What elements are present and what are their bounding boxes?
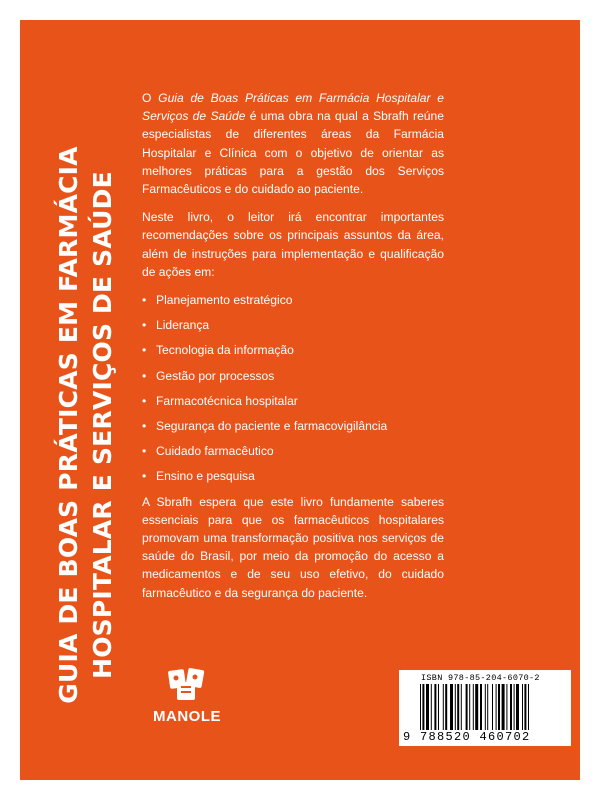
topic-label: Planejamento estratégico [156, 293, 293, 308]
barcode-bar [506, 684, 507, 730]
bullet-icon: • [142, 318, 147, 333]
barcode-bar [492, 684, 493, 730]
barcode-bar [443, 684, 444, 730]
back-cover-text [142, 89, 444, 612]
topic-item [142, 467, 444, 485]
topic-item [142, 316, 444, 334]
publisher-name: MANOLE [153, 708, 221, 725]
barcode-bar [528, 684, 529, 730]
bullet-icon: • [142, 469, 147, 484]
barcode-bar [516, 684, 519, 730]
barcode-bar [473, 684, 474, 730]
topic-list [142, 291, 444, 486]
book-title-italic: Guia de Boas Práticas em Farmácia Hospitalar e Serviços de Saúde [142, 91, 444, 124]
bullet-icon: • [142, 419, 147, 434]
intro-paragraph [142, 89, 444, 198]
closing-paragraph: A Sbrafh espera que este livro fundamente saberes essenciais para que os farmacêuticos hospitalares promovam uma transformação positiva nos serviços de saúde do Brasil, por meio da promoção do acesso a medicamentos e de seu uso efetivo, do cuidado farmacêutico e da segurança do paciente. [142, 494, 444, 600]
barcode-bar [450, 684, 453, 730]
topic-label: Gestão por processos [156, 368, 275, 383]
barcode-bar [485, 684, 486, 730]
topic-item [142, 291, 444, 309]
bullet-icon: • [142, 444, 147, 459]
barcode-bar [469, 684, 470, 730]
manole-logo-icon [163, 664, 211, 704]
barcode-bar [457, 684, 459, 730]
intro-prefix: O [142, 91, 159, 105]
barcode-bar [524, 684, 526, 730]
barcode-bar [434, 684, 436, 730]
topic-label: Farmacotécnica hospitalar [156, 393, 298, 408]
topic-item [142, 367, 444, 385]
vertical-title-line-1: GUIA DE BOAS PRÁTICAS EM FARMÁCIA [54, 146, 83, 704]
vertical-title-line-2: HOSPITALAR E SERVIÇOS DE SAÚDE [88, 171, 117, 679]
barcode-bar [498, 684, 500, 730]
barcode-bar [522, 684, 523, 730]
bullet-icon: • [142, 343, 147, 358]
isbn-label: ISBN 978-85-204-6070-2 [421, 673, 540, 683]
topic-item [142, 341, 444, 359]
topic-label: Ensino e pesquisa [156, 469, 255, 484]
barcode-bar [461, 684, 462, 730]
ean-number: 9 788520 460702 [403, 730, 531, 744]
topic-label: Segurança do paciente e farmacovigilância [156, 419, 388, 434]
topic-label: Liderança [156, 318, 210, 333]
bullet-icon: • [142, 393, 147, 408]
barcode-bar [422, 684, 424, 730]
barcode-bar [420, 684, 421, 730]
barcode-bar [445, 684, 447, 730]
topic-item [142, 392, 444, 410]
barcode-bar [510, 684, 512, 730]
isbn-barcode-box [399, 670, 571, 746]
topic-item [142, 417, 444, 435]
topic-item [142, 442, 444, 460]
barcode-bar [438, 684, 439, 730]
topic-label: Cuidado farmacêutico [156, 444, 274, 459]
barcode-bar [487, 684, 488, 730]
topic-label: Tecnologia da informação [156, 343, 294, 358]
barcode-bar [431, 684, 432, 730]
barcode-bar [455, 684, 456, 730]
barcode-bar [475, 684, 478, 730]
barcode [419, 684, 565, 730]
barcode-bar [514, 684, 515, 730]
lead-paragraph: Neste livro, o leitor irá encontrar importantes recomendações sobre os principais assuntos da área, além de instruções para implementação e qualificação de ações em: [142, 210, 444, 279]
barcode-bar [466, 684, 468, 730]
bullet-icon: • [142, 293, 147, 308]
barcode-bar [480, 684, 482, 730]
barcode-bar [502, 684, 505, 730]
barcode-bar [426, 684, 429, 730]
intro-rest: é uma obra na qual a Sbrafh reúne especialistas de diferentes áreas da Farmácia Hospitalar e Clínica com o objetivo de orientar as melhores práticas para a gestão dos Serviços Farmacêuticos e do cuidado ao paciente. [142, 109, 444, 197]
bullet-icon: • [142, 368, 147, 383]
barcode-bar [496, 684, 497, 730]
publisher-block [142, 664, 232, 725]
